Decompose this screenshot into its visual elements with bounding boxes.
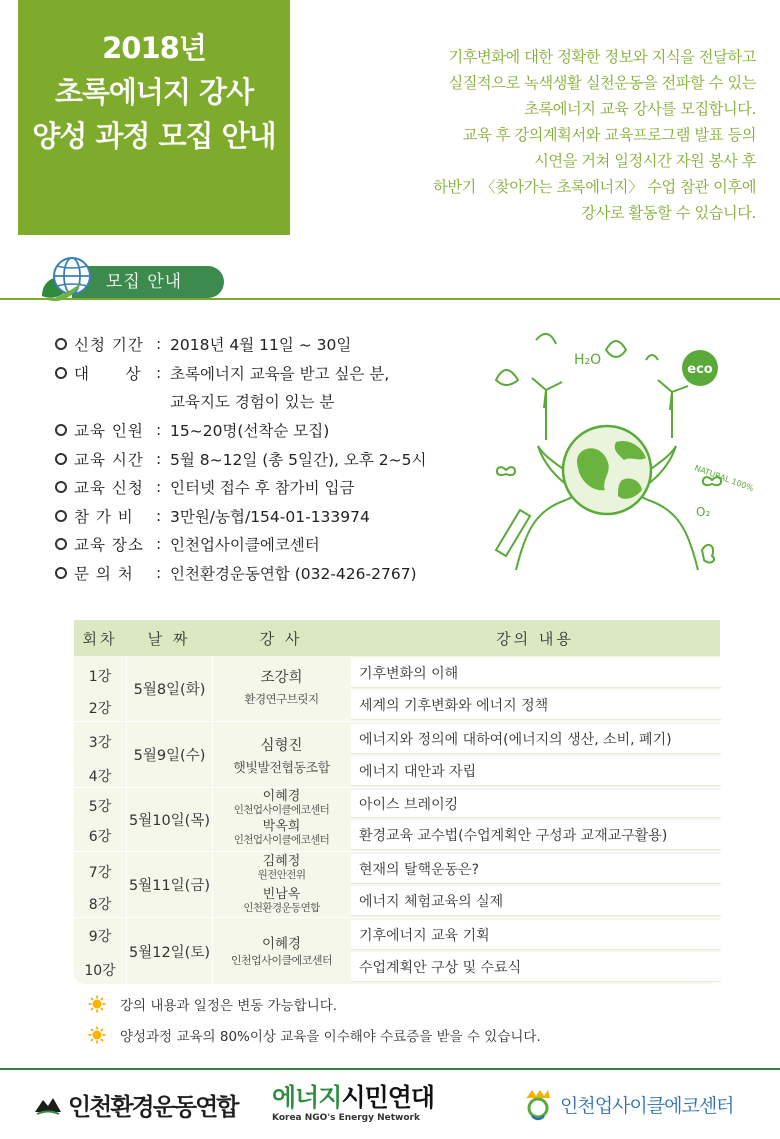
info-label: 교육 신청 <box>74 479 144 498</box>
table-body <box>74 656 720 984</box>
info-value: 인천업사이클에코센터 <box>170 536 320 555</box>
header-content: 강의 내용 <box>496 629 574 648</box>
note-text: 강의 내용과 일정은 변동 가능합니다. <box>120 998 338 1014</box>
logo-upcycle-center <box>520 1084 734 1124</box>
header-date: 날 짜 <box>147 629 191 648</box>
instructor-org: 햇빛발전협동조합 <box>233 761 330 776</box>
intro-line: 실질적으로 녹색생활 실천운동을 전파할 수 있는 <box>448 74 756 92</box>
session-number: 4강 <box>88 769 112 785</box>
intro-line: 강사로 활동할 수 있습니다. <box>581 204 756 222</box>
circle-bullet-icon <box>48 538 74 550</box>
intro-line: 시연을 거쳐 일정시간 자원 봉사 후 <box>534 152 756 170</box>
logo2-text-b: 시민연대 <box>341 1083 435 1112</box>
table-row-group <box>74 656 720 722</box>
date-cell: 5월10일(목) <box>126 788 212 851</box>
logo3-text: 인천업사이클에코센터 <box>560 1094 734 1117</box>
instructor-name: 김혜정 <box>262 854 301 869</box>
date-cell: 5월9일(수) <box>126 722 212 787</box>
info-label: 교육 시간 <box>74 450 144 469</box>
intro-text <box>320 44 756 226</box>
instructor-cell <box>212 918 350 984</box>
session-number: 5강 <box>88 799 112 815</box>
note-item <box>88 994 337 1014</box>
date-cell: 5월11일(금) <box>126 852 212 917</box>
info-row: 신청 기간 : 2018년 4월 11일 ~ 30일 <box>48 330 488 359</box>
circle-bullet-icon <box>48 367 74 379</box>
info-label: 참 가 비 <box>74 507 134 526</box>
circle-bullet-icon <box>48 567 74 579</box>
sun-icon <box>88 995 106 1013</box>
session-number: 3강 <box>88 735 112 751</box>
schedule-table <box>74 620 720 984</box>
instructor-name: 조강희 <box>260 670 303 686</box>
instructor-name: 이혜경 <box>262 789 301 804</box>
note-text: 양성과정 교육의 80%이상 교육을 이수해야 수료증을 받을 수 있습니다. <box>120 1029 541 1045</box>
info-label: 문 의 처 <box>74 565 134 584</box>
info-value: 인천환경운동연합 (032-426-2767) <box>170 565 417 584</box>
table-row-group <box>74 918 720 984</box>
circle-bullet-icon <box>48 424 74 436</box>
instructor-cell <box>212 722 350 787</box>
info-value: 2018년 4월 11일 ~ 30일 <box>170 336 352 355</box>
info-row: 교육 장소 : 인천업사이클에코센터 <box>48 530 488 559</box>
date-cell: 5월12일(토) <box>126 918 212 984</box>
info-row: 교육 인원 : 15~20명(선착순 모집) <box>48 416 488 445</box>
table-row-group <box>74 788 720 852</box>
instructor-org: 환경연구브릿지 <box>244 692 319 706</box>
info-row: 교육 시간 : 5월 8~12일 (총 5일간), 오후 2~5시 <box>48 444 488 473</box>
session-number: 1강 <box>88 669 112 685</box>
intro-line: 기후변화에 대한 정확한 정보와 지식을 전달하고 <box>448 48 756 66</box>
info-label: 신청 기간 <box>74 336 144 355</box>
content-cell: 에너지 대안과 자립 <box>351 756 721 786</box>
session-number: 2강 <box>88 701 112 717</box>
instructor-cell <box>212 852 350 917</box>
info-row: 대 상 : 초록에너지 교육을 받고 싶은 분, <box>48 359 488 388</box>
intro-line: 교육 후 강의계획서와 교육프로그램 발표 등의 <box>462 126 756 144</box>
table-row-group <box>74 852 720 918</box>
session-number: 6강 <box>88 829 112 845</box>
content-cell: 수업계획안 구상 및 수료식 <box>351 952 721 982</box>
circle-bullet-icon <box>48 510 74 522</box>
sun-icon <box>88 1026 106 1044</box>
o2-text: O₂ <box>696 505 711 519</box>
instructor-org: 인천업사이클에코센터 <box>230 954 333 967</box>
info-row-continuation <box>48 387 488 416</box>
content-cell: 환경교육 교수법(수업계획안 구성과 교재교구활용) <box>351 820 721 850</box>
instructor-cell <box>212 656 350 721</box>
intro-line: 하반기 〈찾아가는 초록에너지〉 수업 참관 이후에 <box>433 178 756 196</box>
instructor-cell <box>212 788 350 851</box>
globe-leaf-icon <box>38 252 98 308</box>
content-cell: 세계의 기후변화와 에너지 정책 <box>351 690 721 720</box>
instructor-name: 빈남옥 <box>262 887 301 902</box>
mountain-logo-icon <box>34 1092 62 1116</box>
instructor-name: 박옥희 <box>262 819 301 834</box>
info-row: 참 가 비 : 3만원/농협/154-01-133974 <box>48 502 488 531</box>
session-number: 9강 <box>88 929 112 945</box>
recruit-info-list <box>48 330 488 587</box>
section-divider <box>0 298 780 300</box>
instructor-org: 원전안전위 <box>257 869 306 881</box>
content-cell: 에너지와 정의에 대하여(에너지의 생산, 소비, 폐기) <box>351 724 721 754</box>
instructor-org: 인천업사이클에코센터 <box>233 834 330 846</box>
session-number: 8강 <box>88 897 112 913</box>
upcycle-logo-icon <box>520 1086 556 1122</box>
instructor-name: 심형진 <box>260 738 303 754</box>
info-value: 3만원/농협/154-01-133974 <box>170 507 370 526</box>
circle-bullet-icon <box>48 453 74 465</box>
info-row: 문 의 처 : 인천환경운동연합 (032-426-2767) <box>48 559 488 588</box>
content-cell: 아이스 브레이킹 <box>351 790 721 818</box>
header-instructor: 강 사 <box>259 629 303 648</box>
intro-line: 초록에너지 교육 강사를 모집합니다. <box>524 100 756 118</box>
circle-bullet-icon <box>48 338 74 350</box>
info-value: 15~20명(선착순 모집) <box>170 422 330 441</box>
info-label: 교육 장소 <box>74 536 144 555</box>
table-header <box>74 620 720 656</box>
natural-label: NATURAL 100% <box>693 463 755 494</box>
instructor-name: 이혜경 <box>261 936 302 952</box>
logo-incheon-kfem <box>34 1084 237 1124</box>
logo1-text: 인천환경운동연합 <box>68 1091 238 1121</box>
eco-badge-text: eco <box>687 362 713 377</box>
content-cell: 기후에너지 교육 기획 <box>351 920 721 950</box>
circle-bullet-icon <box>48 481 74 493</box>
info-label: 교육 인원 <box>74 422 144 441</box>
logo2-subtext: Korea NGO's Energy Network <box>272 1113 420 1123</box>
h2o-text: H₂O <box>574 352 602 368</box>
info-value: 초록에너지 교육을 받고 싶은 분, <box>170 364 390 383</box>
instructor-org: 인천업사이클에코센터 <box>233 804 330 816</box>
section-title: 모집 안내 <box>106 272 183 292</box>
info-value: 5월 8~12일 (총 5일간), 오후 2~5시 <box>170 450 427 469</box>
title-banner <box>18 0 290 235</box>
content-cell: 에너지 체험교육의 실제 <box>351 886 721 916</box>
eco-earth-hands-illustration <box>476 320 755 582</box>
title-line-1: 2018년 <box>102 31 206 65</box>
footer-divider <box>0 1068 780 1070</box>
info-value: 인터넷 접수 후 참가비 입금 <box>170 479 355 498</box>
header-session: 회차 <box>82 629 118 648</box>
logo-energy-citizens <box>272 1084 434 1124</box>
info-value: 교육지도 경험이 있는 분 <box>170 393 335 412</box>
content-cell: 기후변화의 이해 <box>351 658 721 688</box>
logo2-text-a: 에너지 <box>272 1083 342 1112</box>
title-line-2: 초록에너지 강사 <box>54 75 254 109</box>
session-number: 10강 <box>84 963 116 979</box>
title-line-3: 양성 과정 모집 안내 <box>32 119 276 153</box>
table-row-group <box>74 722 720 788</box>
info-label: 대 상 <box>74 364 142 383</box>
content-cell: 현재의 탈핵운동은? <box>351 854 721 884</box>
session-number: 7강 <box>88 865 112 881</box>
info-row: 교육 신청 : 인터넷 접수 후 참가비 입금 <box>48 473 488 502</box>
note-item <box>88 1025 541 1045</box>
instructor-org: 인천환경운동연합 <box>243 902 320 914</box>
date-cell: 5월8일(화) <box>126 656 212 721</box>
